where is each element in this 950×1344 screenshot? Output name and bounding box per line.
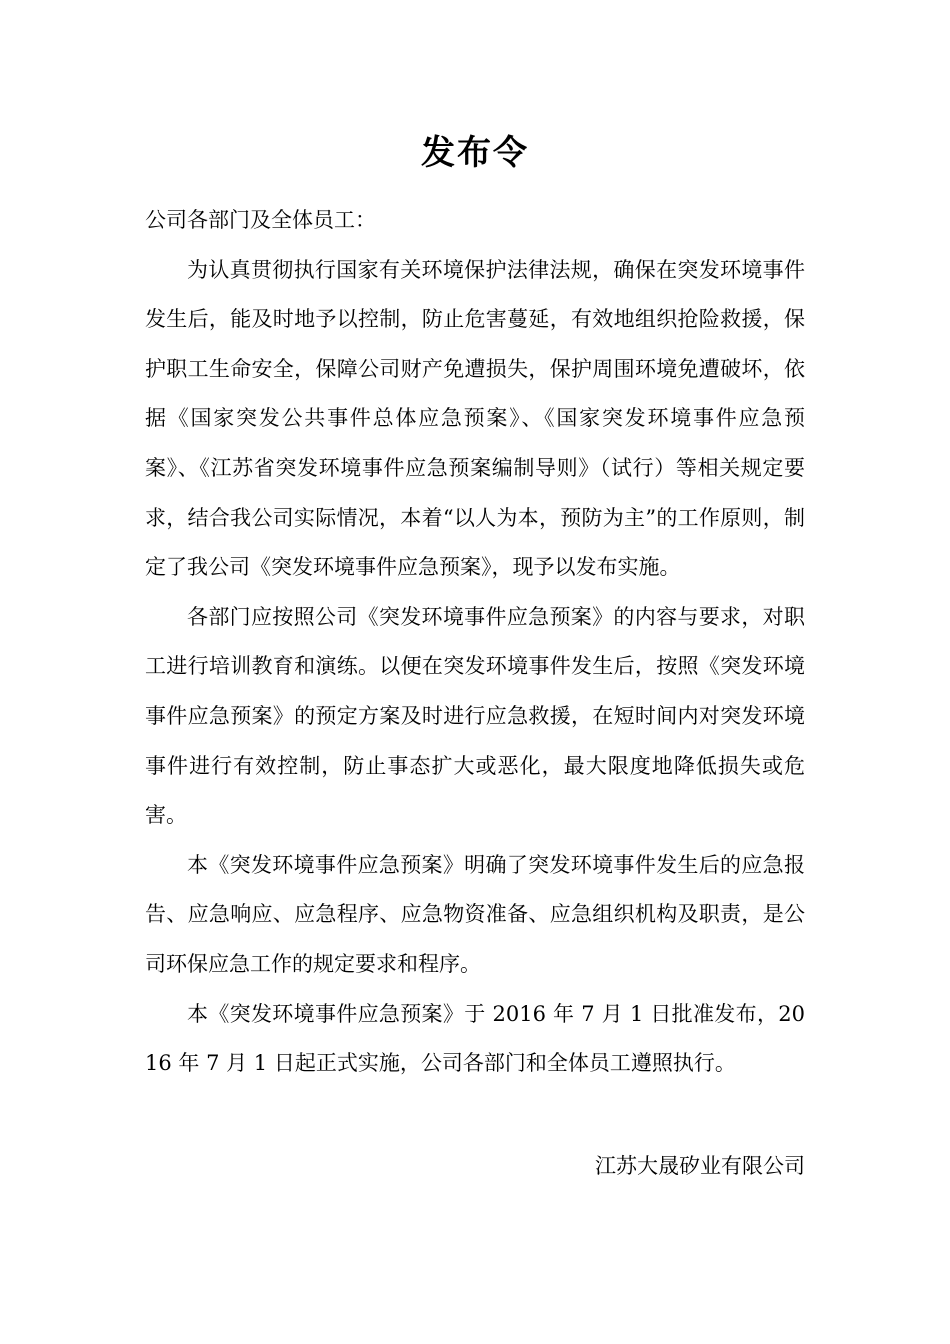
document-title: 发布令 <box>421 133 529 173</box>
paragraph-3: 本《突发环境事件应急预案》明确了突发环境事件发生后的应急报告、应急响应、应急程序、应急物资准备、应急组织机构及职责，是公司环保应急工作的规定要求和程序。 <box>145 852 805 976</box>
paragraph-4: 本《突发环境事件应急预案》于 2016 年 7 月 1 日批准发布，2016 年 7 月 1 日起正式实施，公司各部门和全体员工遵照执行。 <box>145 1001 805 1076</box>
company-signature: 江苏大晟矽业有限公司 <box>595 1154 805 1178</box>
salutation: 公司各部门及全体员工： <box>145 208 376 232</box>
paragraph-2: 各部门应按照公司《突发环境事件应急预案》的内容与要求，对职工进行培训教育和演练。以便在突发环境事件发生后，按照《突发环境事件应急预案》的预定方案及时进行应急救援，在短时间内对突发环境事件进行有效控制，防止事态扩大或恶化，最大限度地降低损失或危害。 <box>145 604 805 828</box>
paragraph-1: 为认真贯彻执行国家有关环境保护法律法规，确保在突发环境事件发生后，能及时地予以控制，防止危害蔓延，有效地组织抢险救援，保护职工生命安全，保障公司财产免遭损失，保护周围环境免遭破坏，依据《国家突发公共事件总体应急预案》、《国家突发环境事件应急预案》、《江苏省突发环境事件应急预案编制导则》（试行）等相关规定要求，结合我公司实际情况，本着“以人为本，预防为主”的工作原则，制定了我公司《突发环境事件应急预案》，现予以发布实施。 <box>145 257 805 580</box>
document-body <box>145 196 805 1089</box>
